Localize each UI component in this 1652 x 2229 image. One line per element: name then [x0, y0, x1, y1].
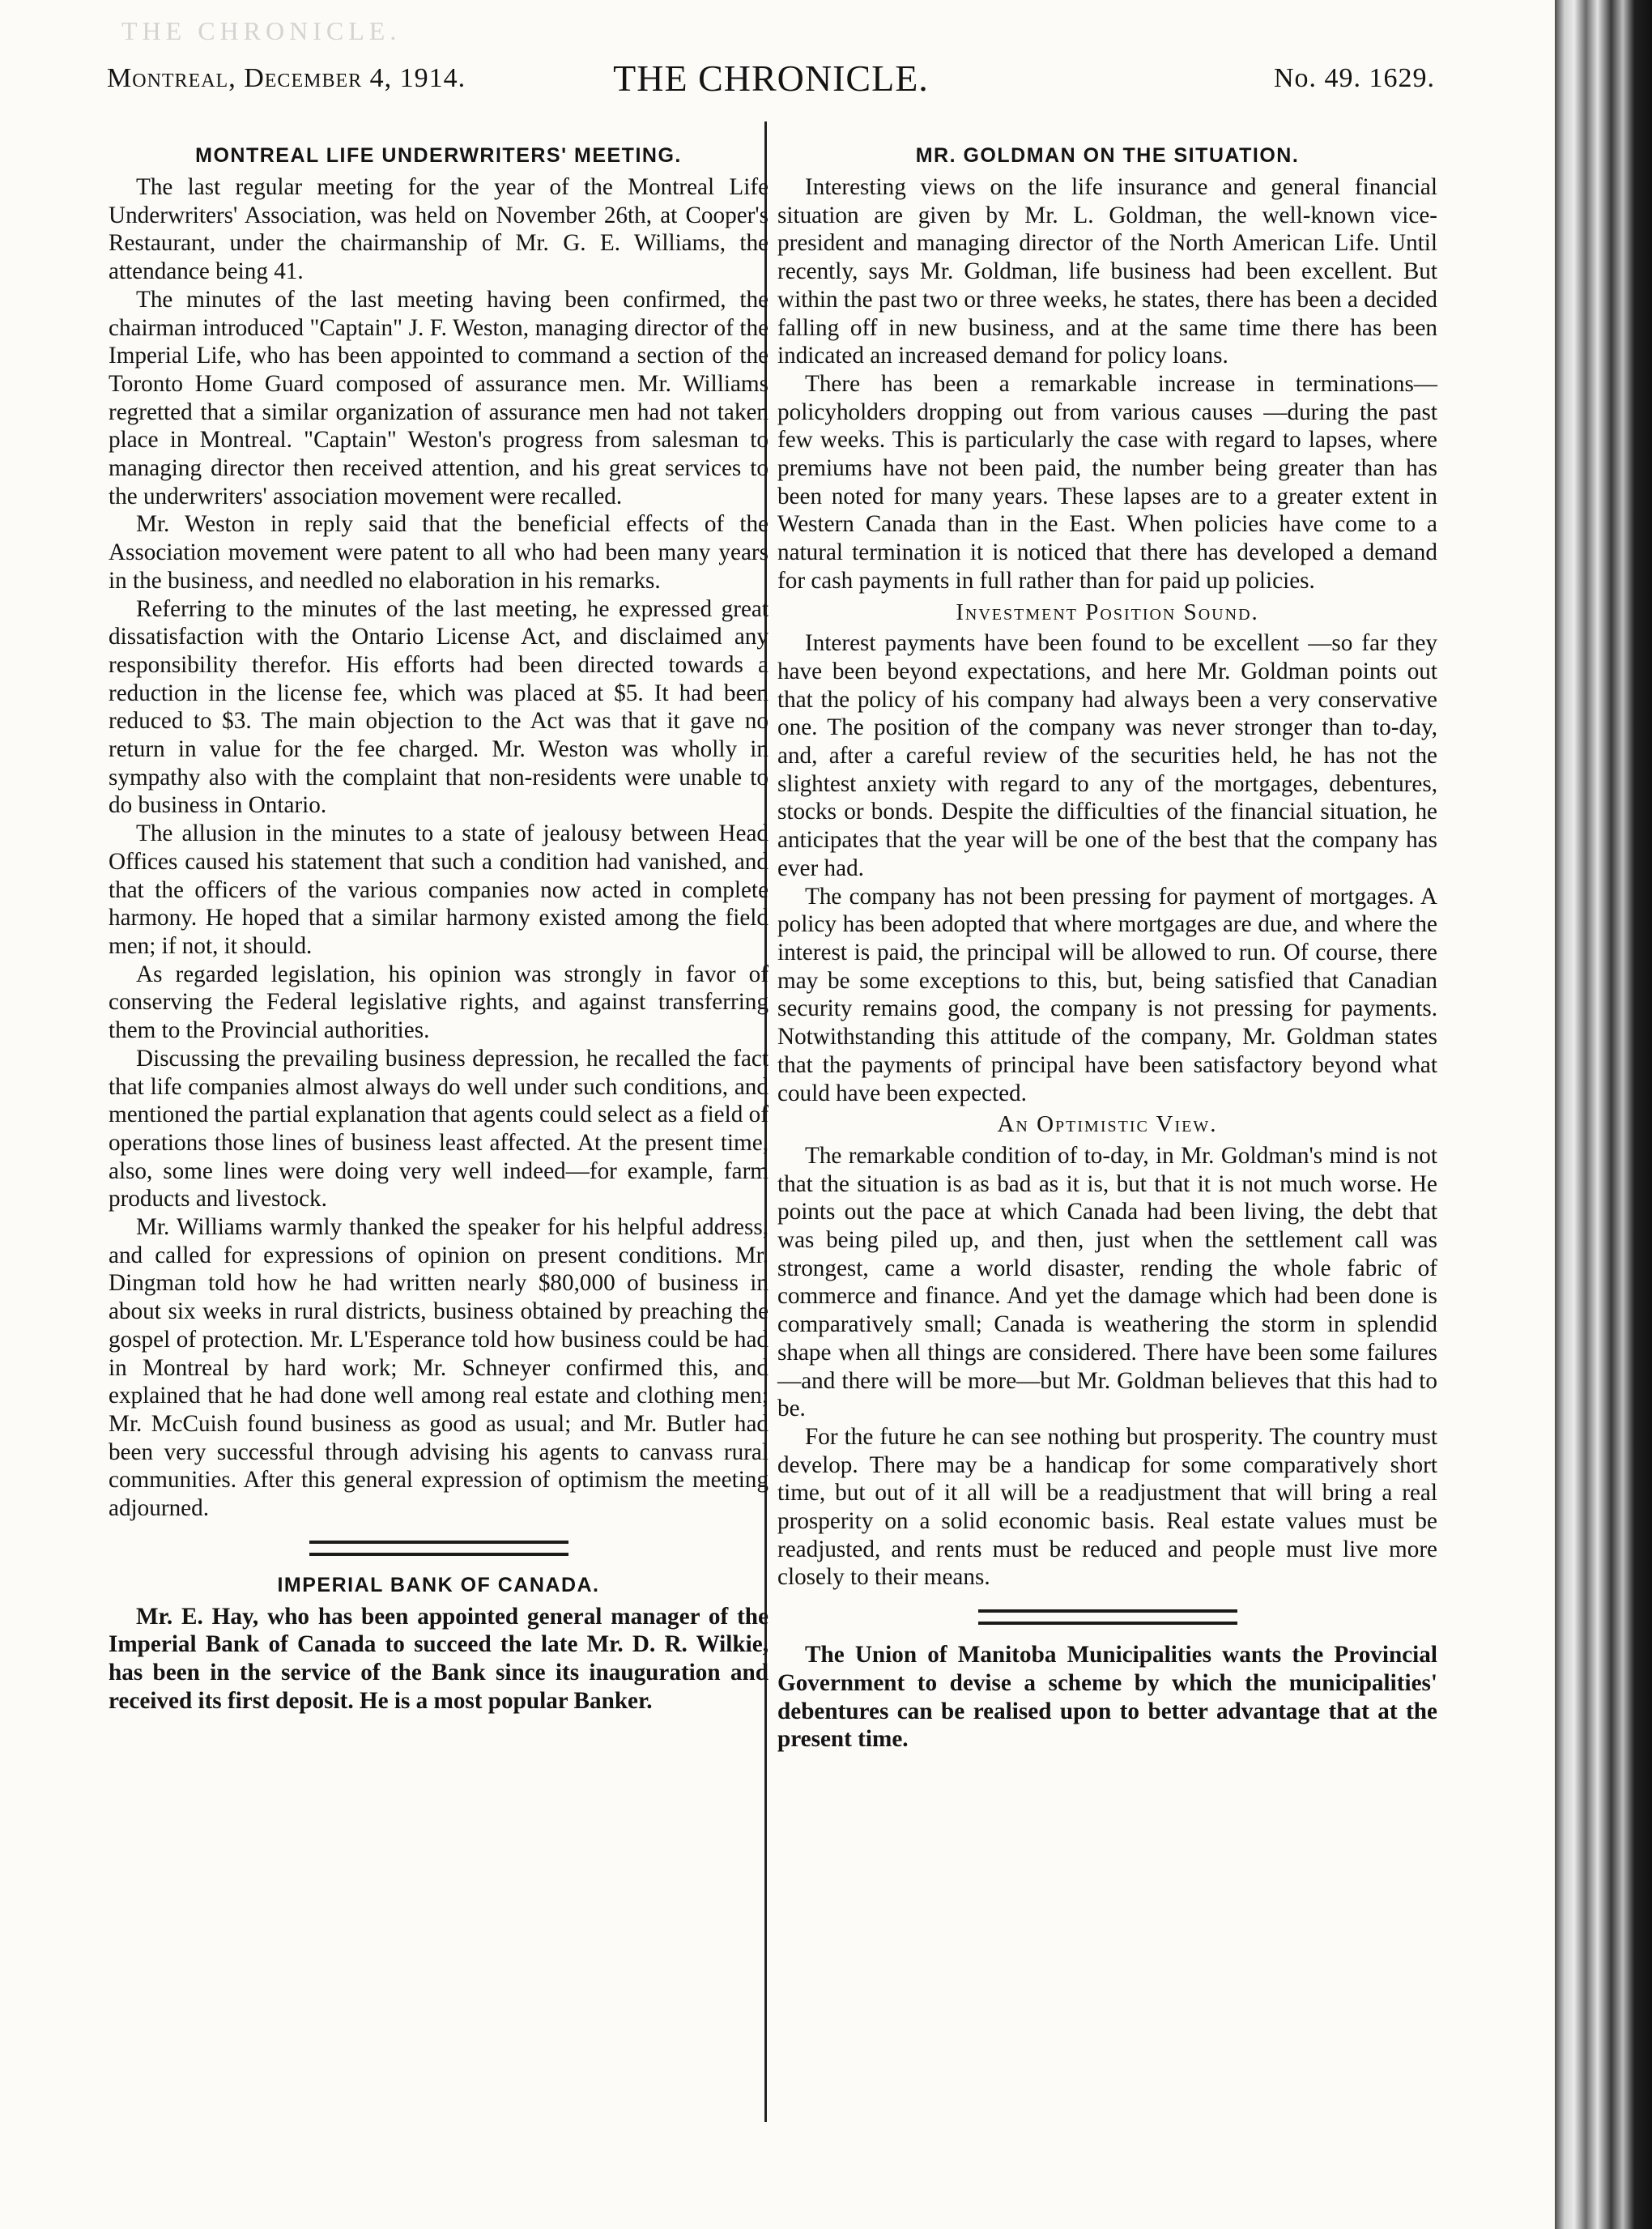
- paragraph: Mr. Williams warmly thanked the speaker for his helpful address, and called for expressions of opinion on present conditions. Mr. Dingman told how he had written nearly $80,000 of business in about six weeks in rural districts, business obtained by preaching the gospel of protection. Mr. L'Esperance told how business could be had in Montreal by hard work; Mr. Schneyer confirmed this, and explained that he had done well among real estate and clothing men; Mr. McCuish found business as good as usual; and Mr. Butler had been very successful through advising his agents to canvass rural communities. After this general expression of optimism the meeting adjourned.: [109, 1214, 769, 1522]
- paragraph: The remarkable condition of to-day, in Mr. Goldman's mind is not that the situation is as bad as it is, but that it is not much worse. He points out the pace at which Canada had been living, the debt that was being piled up, and then, just when the settlement call was strongest, came a world disaster, rending the whole fabric of commerce and finance. And yet the damage which had been done is comparatively small; Canada is weathering the storm in splendid shape when all things are considered. There have been some failures—and there will be more—but Mr. Goldman believes that this had to be.: [777, 1142, 1437, 1422]
- paragraph: The last regular meeting for the year of the Montreal Life Underwriters' Association, was held on November 26th, at Cooper's Restaurant, under the chairmanship of Mr. G. E. Williams, the attendance being 41.: [109, 174, 769, 285]
- paragraph: There has been a remarkable increase in terminations—policyholders dropping out from various causes —during the past few weeks. This is particularly the case with regard to lapses, where premiums have not been paid, the number being greater than has been noted for many years. These lapses are to a greater extent in Western Canada than in the East. When policies have come to a natural termination it is noticed that there has developed a demand for cash payments in full rather than for paid up policies.: [777, 370, 1437, 594]
- issue-page-number: No. 49. 1629.: [1273, 63, 1435, 93]
- paragraph: Discussing the prevailing business depression, he recalled the fact that life companies almost always do well under such conditions, and mentioned the partial explanation that agents could select as a field of operations those lines of business least affected. At the present time, also, some lines were doing very well indeed—for example, farm products and livestock.: [109, 1045, 769, 1213]
- paragraph: Referring to the minutes of the last meeting, he expressed great dissatisfaction with the Ontario License Act, and disclaimed any responsibility therefor. His efforts had been directed towards a reduction in the license fee, which was placed at $5. It had been reduced to $3. The main objection to the Act was that it gave no return in value for the fee charged. Mr. Weston was wholly in sympathy also with the complaint that non-residents were unable to do business in Ontario.: [109, 595, 769, 819]
- paragraph: Mr. E. Hay, who has been appointed general manager of the Imperial Bank of Canada to succeed the late Mr. D. R. Wilkie, has been in the service of the Bank since its inauguration and received its first deposit. He is a most popular Banker.: [109, 1603, 769, 1714]
- paragraph: The allusion in the minutes to a state of jealousy between Head Offices caused his statement that such a condition had vanished, and that the officers of the various companies now acted in complete harmony. He hoped that a similar harmony existed among the field men; if not, it should.: [109, 820, 769, 959]
- bleed-through-text: THE CHRONICLE.: [121, 16, 402, 45]
- book-page-edge: [1555, 0, 1652, 2229]
- article-title: IMPERIAL BANK OF CANADA.: [277, 1573, 600, 1596]
- paragraph: The company has not been pressing for payment of mortgages. A policy has been adopted that where mortgages are due, and where the interest is paid, the principal will be allowed to run. Of course, there may be some exceptions to this, but, being satisfied that Canadian security remains good, the company is not pressing for payments. Notwithstanding this attitude of the company, Mr. Goldman states that the payments of principal have been satisfactory beyond what could have been expected.: [777, 883, 1437, 1106]
- paragraph: For the future he can see nothing but prosperity. The country must develop. There may be a handicap for some comparatively short time, but out of it all will be a readjustment that will bring a real prosperity on a solid economic basis. Real estate values must be readjusted, and rents must be reduced and people must live more closely to their means.: [777, 1423, 1437, 1591]
- left-column: [109, 143, 769, 1715]
- section-double-rule: [978, 1609, 1237, 1625]
- paragraph: The minutes of the last meeting having been confirmed, the chairman introduced "Captain" J. F. Weston, managing director of the Imperial Life, who has been appointed to command a section of the Toronto Home Guard composed of assurance men. Mr. Williams regretted that a similar organization of assurance men had not taken place in Montreal. "Captain" Weston's progress from salesman to managing director then received attention, and his great services to the underwriters' association movement were recalled.: [109, 286, 769, 509]
- article-title: MONTREAL LIFE UNDERWRITERS' MEETING.: [195, 144, 682, 167]
- subheading: Investment Position Sound.: [956, 599, 1259, 625]
- article-title: MR. GOLDMAN ON THE SITUATION.: [915, 144, 1300, 167]
- section-double-rule: [309, 1541, 568, 1556]
- paragraph: As regarded legislation, his opinion was strongly in favor of conserving the Federal legislative rights, and against transferring them to the Provincial authorities.: [109, 961, 769, 1044]
- subheading: An Optimistic View.: [997, 1111, 1218, 1138]
- paragraph: Mr. Weston in reply said that the beneficial effects of the Association movement were patent to all who had been many years in the business, and needled no elaboration in his remarks.: [109, 511, 769, 594]
- masthead-title: THE CHRONICLE.: [613, 58, 929, 99]
- page-header: [107, 55, 1435, 99]
- paragraph: Interest payments have been found to be excellent —so far they have been beyond expectations, and here Mr. Goldman points out that the policy of his company had always been a very conservative one. The position of the company was never stronger than to-day, and, after a careful review of the securities held, he has not the slightest anxiety with regard to any of the mortgages, debentures, stocks or bonds. Despite the difficulties of the financial situation, he anticipates that the year will be one of the best that the company has ever had.: [777, 630, 1437, 881]
- right-column: [777, 143, 1437, 1754]
- paragraph: The Union of Manitoba Municipalities wants the Provincial Government to devise a scheme by which the municipalities' debentures can be realised upon to better advantage that at the present time.: [777, 1642, 1437, 1753]
- paragraph: Interesting views on the life insurance and general financial situation are given by Mr. L. Goldman, the well-known vice-president and managing director of the North American Life. Until recently, says Mr. Goldman, life business had been excellent. But within the past two or three weeks, he states, there has been a decided falling off in new business, and at the same time there has been indicated an increased demand for policy loans.: [777, 174, 1437, 369]
- header-dateline: Montreal, December 4, 1914.: [107, 63, 466, 93]
